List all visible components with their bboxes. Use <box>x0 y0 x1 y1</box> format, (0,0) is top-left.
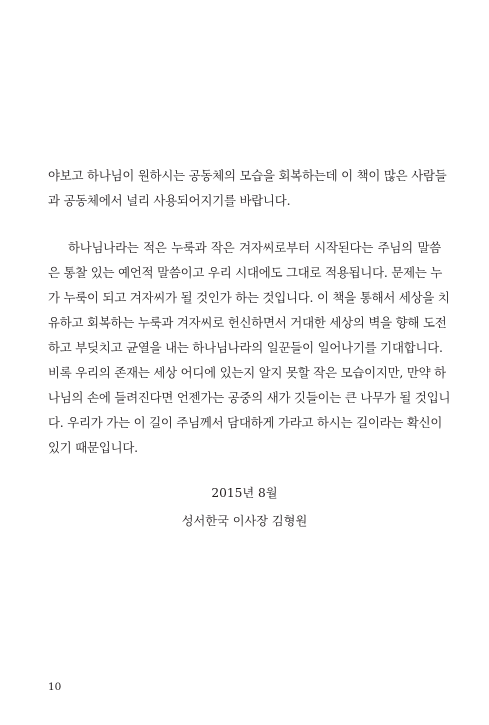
paragraph-2-line-9: 있기 때문입니다. <box>48 440 138 455</box>
paragraph-spacer <box>48 213 441 235</box>
paragraph-2-line-2: 은 통찰 있는 예언적 말씀이고 우리 시대에도 그대로 적용됩니다. 문제는 누 <box>48 265 443 280</box>
paragraph-1-line-1: 야보고 하나님이 원하시는 공동체의 모습을 회복하는데 이 책이 많은 사람들 <box>48 168 447 183</box>
body-text <box>48 163 451 460</box>
paragraph-2-line-5: 하고 부딪치고 균열을 내는 하나님나라의 일꾼들이 일어나기를 기대합니다. <box>48 340 443 355</box>
page-number: 10 <box>48 681 62 693</box>
signoff-date: 2015년 8월 <box>211 486 278 500</box>
paragraph-1-line-2: 과 공동체에서 널리 사용되어지기를 바랍니다. <box>48 193 291 208</box>
paragraph-2-line-8: 다. 우리가 가는 이 길이 주님께서 담대하게 가라고 하시는 길이라는 확신이 <box>48 415 443 430</box>
paragraph-2-line-1: 하나님나라는 적은 누룩과 작은 겨자씨로부터 시작된다는 주님의 말씀 <box>68 240 441 255</box>
signoff-author: 성서한국 이사장 김형원 <box>181 514 308 528</box>
paragraph-2-line-6: 비록 우리의 존재는 세상 어디에 있는지 알지 못할 작은 모습이지만, 만약 하 <box>48 365 446 380</box>
paragraph-2-line-4: 유하고 회복하는 누룩과 겨자씨로 헌신하면서 거대한 세상의 벽을 향해 도전 <box>48 315 447 330</box>
paragraph-2-line-7: 나님의 손에 들려진다면 언젠가는 공중의 새가 깃들이는 큰 나무가 될 것입니 <box>48 390 451 405</box>
paragraph-2-line-3: 가 누룩이 되고 겨자씨가 될 것인가 하는 것입니다. 이 책을 통해서 세상을 치 <box>48 290 450 305</box>
